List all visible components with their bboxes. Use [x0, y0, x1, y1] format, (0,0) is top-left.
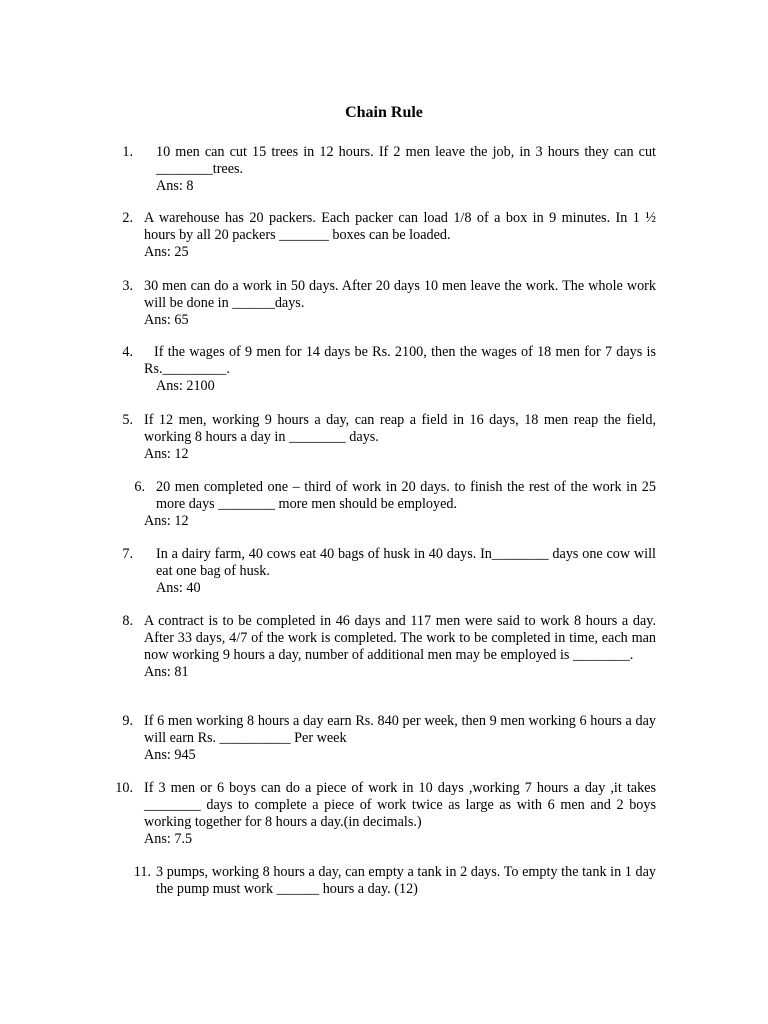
question-text: If 6 men working 8 hours a day earn Rs. 840 per week, then 9 men working 6 hours a day will earn Rs. __________ Per week	[144, 713, 656, 746]
question-number: 7.	[122, 546, 133, 562]
question-number: 2.	[122, 210, 133, 226]
question-text: If 3 men or 6 boys can do a piece of work in 10 days ,working 7 hours a day ,it takes ________ days to complete a piece of work twice as large as with 6 men and 2 boys working together for 8 hours a day.(in decimals.)	[144, 780, 656, 830]
answer: Ans: 7.5	[144, 831, 193, 847]
question-number: 3.	[122, 278, 133, 294]
question-text: If 12 men, working 9 hours a day, can reap a field in 16 days, 18 men reap the field, working 8 hours a day in ________ days.	[144, 412, 656, 445]
answer: Ans: 2100	[156, 378, 215, 394]
page-title: Chain Rule	[345, 104, 423, 121]
question-number: 8.	[122, 613, 133, 629]
question-text: If the wages of 9 men for 14 days be Rs. 2100, then the wages of 18 men for 7 days is Rs._________.	[144, 344, 656, 377]
question-number: 11.	[133, 864, 151, 880]
question-number: 4.	[122, 344, 133, 360]
question-text: A warehouse has 20 packers. Each packer can load 1/8 of a box in 9 minutes. In 1 ½ hours by all 20 packers _______ boxes can be loaded.	[144, 210, 656, 243]
answer: Ans: 12	[144, 513, 189, 529]
question-text: 20 men completed one – third of work in 20 days. to finish the rest of the work in 25 more days ________ more men should be employed.	[156, 479, 656, 512]
question-text: A contract is to be completed in 46 days and 117 men were said to work 8 hours a day. After 33 days, 4/7 of the work is completed. The work to be completed in time, each man now working 9 hours a day, number of additional men may be employed is ________.	[144, 613, 656, 663]
answer: Ans: 25	[144, 244, 189, 260]
answer: Ans: 81	[144, 664, 189, 680]
question-text: 3 pumps, working 8 hours a day, can empty a tank in 2 days. To empty the tank in 1 day the pump must work ______ hours a day. (12)	[156, 864, 656, 897]
answer: Ans: 40	[156, 580, 201, 596]
answer: Ans: 945	[144, 747, 196, 763]
answer: Ans: 65	[144, 312, 189, 328]
question-number: 6.	[134, 479, 145, 495]
question-number: 1.	[122, 144, 133, 160]
question-number: 5.	[122, 412, 133, 428]
question-text: 30 men can do a work in 50 days. After 20 days 10 men leave the work. The whole work will be done in ______days.	[144, 278, 656, 311]
question-text: 10 men can cut 15 trees in 12 hours. If 2 men leave the job, in 3 hours they can cut ________trees.	[156, 144, 656, 177]
question-text: In a dairy farm, 40 cows eat 40 bags of husk in 40 days. In________ days one cow will eat one bag of husk.	[156, 546, 656, 579]
question-number: 9.	[122, 713, 133, 729]
question-number: 10.	[115, 780, 133, 796]
answer: Ans: 8	[156, 178, 194, 194]
answer: Ans: 12	[144, 446, 189, 462]
